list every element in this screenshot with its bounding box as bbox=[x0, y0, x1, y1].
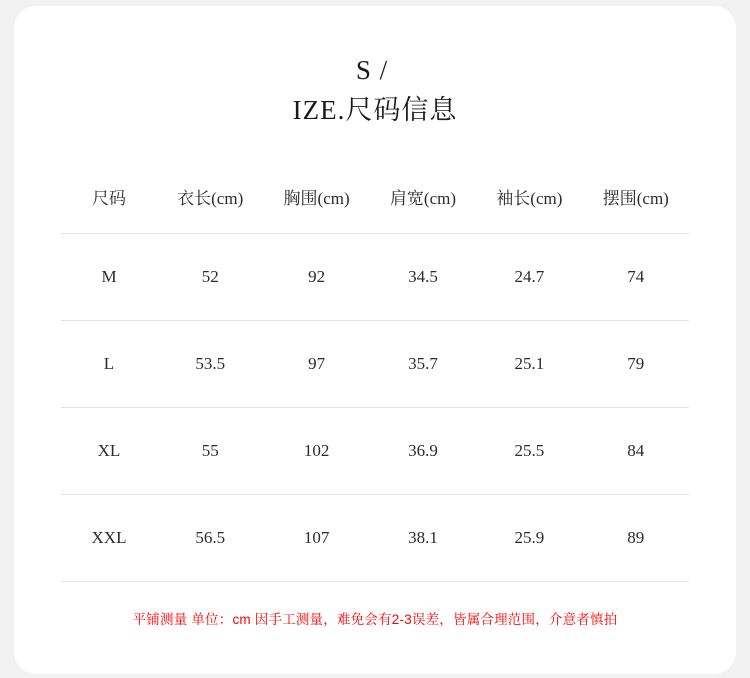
table-header-cell: 尺码 bbox=[92, 189, 126, 208]
table-header-cell: 肩宽(cm) bbox=[389, 189, 457, 208]
table-cell: 74 bbox=[583, 234, 689, 321]
table-cell: 25.1 bbox=[476, 321, 582, 408]
table-cell: 25.5 bbox=[476, 408, 582, 495]
table-header-row bbox=[61, 174, 689, 234]
table-cell: 35.7 bbox=[370, 321, 476, 408]
table-row bbox=[61, 495, 689, 582]
table-header-cell: 胸围(cm) bbox=[283, 189, 350, 208]
size-table bbox=[61, 174, 689, 582]
table-cell: 97 bbox=[263, 321, 369, 408]
table-cell: 38.1 bbox=[370, 495, 476, 582]
table-cell: 53.5 bbox=[157, 321, 263, 408]
table-header-cell: 摆围(cm) bbox=[602, 189, 669, 208]
table-cell: M bbox=[61, 234, 157, 321]
table-row bbox=[61, 234, 689, 321]
table-row bbox=[61, 321, 689, 408]
title-line-1: S / bbox=[355, 55, 389, 85]
table-header-cell: 袖长(cm) bbox=[496, 189, 563, 208]
table-cell: 56.5 bbox=[157, 495, 263, 582]
table-cell: 84 bbox=[583, 408, 689, 495]
table-cell: 36.9 bbox=[370, 408, 476, 495]
table-cell: 25.9 bbox=[476, 495, 582, 582]
measurement-note: 平铺测量 单位：cm 因手工测量，难免会有2-3误差，皆属合理范围，介意者慎拍 bbox=[132, 612, 618, 627]
table-cell: XL bbox=[61, 408, 157, 495]
page-title bbox=[14, 6, 736, 130]
table-cell: 107 bbox=[263, 495, 369, 582]
table-header-cell: 衣长(cm) bbox=[177, 189, 244, 208]
table-cell: 79 bbox=[583, 321, 689, 408]
table-cell: 34.5 bbox=[370, 234, 476, 321]
table-cell: 55 bbox=[157, 408, 263, 495]
title-line-2: IZE.尺码信息 bbox=[292, 95, 458, 125]
table-cell: 92 bbox=[263, 234, 369, 321]
table-cell: 102 bbox=[263, 408, 369, 495]
table-cell: 24.7 bbox=[476, 234, 582, 321]
table-row bbox=[61, 408, 689, 495]
table-cell: 52 bbox=[157, 234, 263, 321]
table-cell: L bbox=[61, 321, 157, 408]
table-cell: XXL bbox=[61, 495, 157, 582]
table-cell: 89 bbox=[583, 495, 689, 582]
size-info-card bbox=[14, 6, 736, 674]
